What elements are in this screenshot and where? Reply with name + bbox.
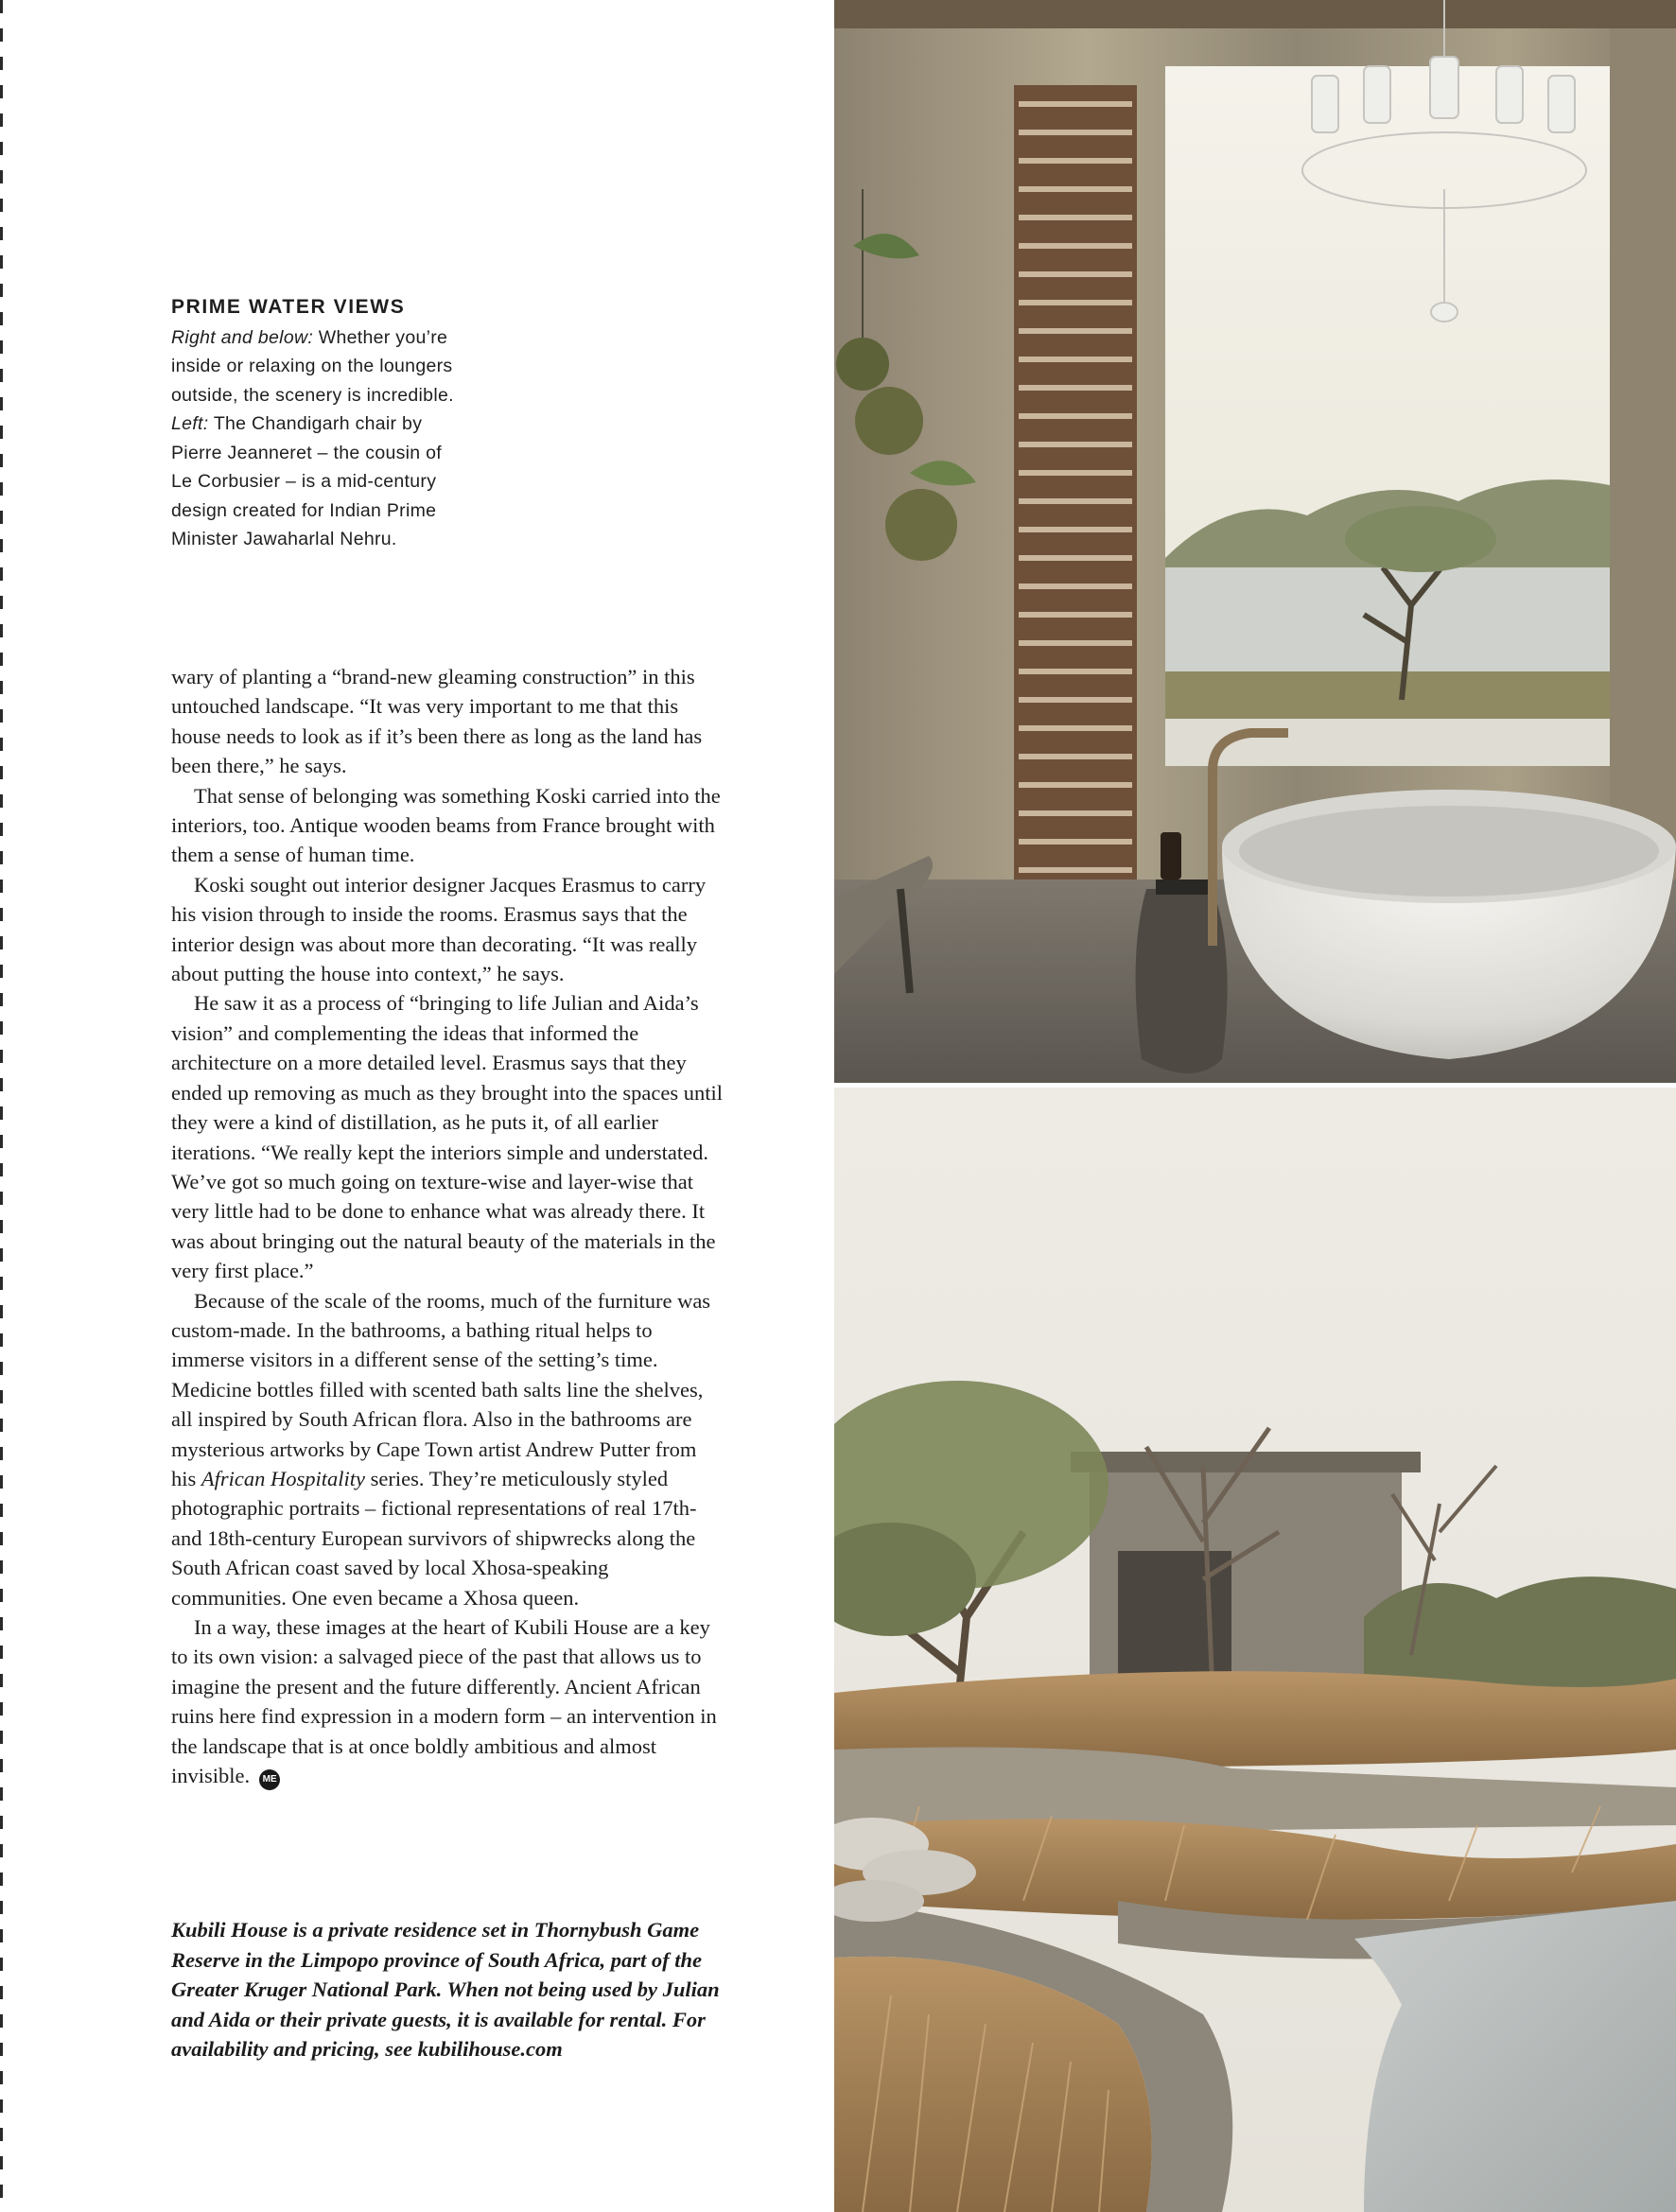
article-paragraph: That sense of belonging was something Koski carried into the interiors, too. Antique wooden beams from France brought with them a sense of human time.: [171, 783, 721, 867]
info-footnote: Kubili House is a private residence set in Thornybush Game Reserve in the Limpopo province of South Africa, part of the Greater Kruger National Park. When not being used by Julian and Aida or their private guests, it is available for rental. For availability and pricing, see kubilihouse.com: [171, 1918, 720, 2061]
article-paragraph: He saw it as a process of “bringing to life Julian and Aida’s vision” and complementing the ideas that informed the architecture on a more detailed level. Erasmus says that they ended up removing as much as they brought into the spaces until they were a kind of distillation, as he puts it, of all earlier iterations. “We really kept the interiors simple and understated. We’ve got so much going on texture-wise and layer-wise that very little had to be done to enhance what was already there. It was about bringing out the natural beauty of the materials in the very first place.”: [171, 991, 724, 1283]
page-edge-marks: [0, 0, 3, 2212]
photo-caption: [171, 293, 455, 554]
article-body: [171, 662, 725, 1790]
paragraph-text: series. They’re meticulously styled photographic portraits – fictional representations of real 17th- and 18th-century European survivors of shipwrecks along the South African coast saved by local Xhosa-speaking communities. One even became a Xhosa queen.: [171, 1466, 697, 1610]
article-paragraph: [171, 1286, 725, 1612]
caption-text-left: The Chandigarh chair by Pierre Jeanneret – the cousin of Le Corbusier – is a mid-century design created for Indian Prime Minister Jawaharlal Nehru.: [171, 413, 443, 549]
article-paragraph: Koski sought out interior designer Jacques Erasmus to carry his vision through to inside the rooms. Erasmus says that the interior design was about more than decorating. “It was really about putting the house into context,” he says.: [171, 872, 707, 986]
caption-direction-left: Left:: [171, 413, 209, 434]
caption-title: PRIME WATER VIEWS: [171, 296, 406, 318]
artwork-series-title: African Hospitality: [201, 1466, 366, 1490]
caption-direction-right-below: Right and below:: [171, 326, 314, 348]
caption-text-right-below: Whether you’re inside or relaxing on the loungers outside, the scenery is incredible.: [171, 326, 454, 406]
bathroom-photo: [834, 0, 1676, 1083]
landscape-photo: [834, 1088, 1676, 2212]
paragraph-text: Because of the scale of the rooms, much of the furniture was custom-made. In the bathrooms, a bathing ritual helps to immerse visitors in a different sense of the setting’s time. Medicine bottles filled with scented bath salts line the shelves, all inspired by South African flora. Also in the bathrooms are mysterious artworks by Cape Town artist Andrew Putter from his: [171, 1288, 711, 1490]
end-of-article-mark: ME: [259, 1769, 280, 1790]
paragraph-text: In a way, these images at the heart of Kubili House are a key to its own vision: a salvaged piece of the past that allows us to imagine the present and the future differently. Ancient African ruins here find expression in a modern form – an intervention in the landscape that is at once boldly ambitious and almost invisible.: [171, 1615, 717, 1788]
article-paragraph: [171, 1612, 725, 1790]
article-paragraph: wary of planting a “brand-new gleaming construction” in this untouched landscape. “It was very important to me that this house needs to look as if it’s been there as long as the land has been there,” he says.: [171, 665, 703, 778]
